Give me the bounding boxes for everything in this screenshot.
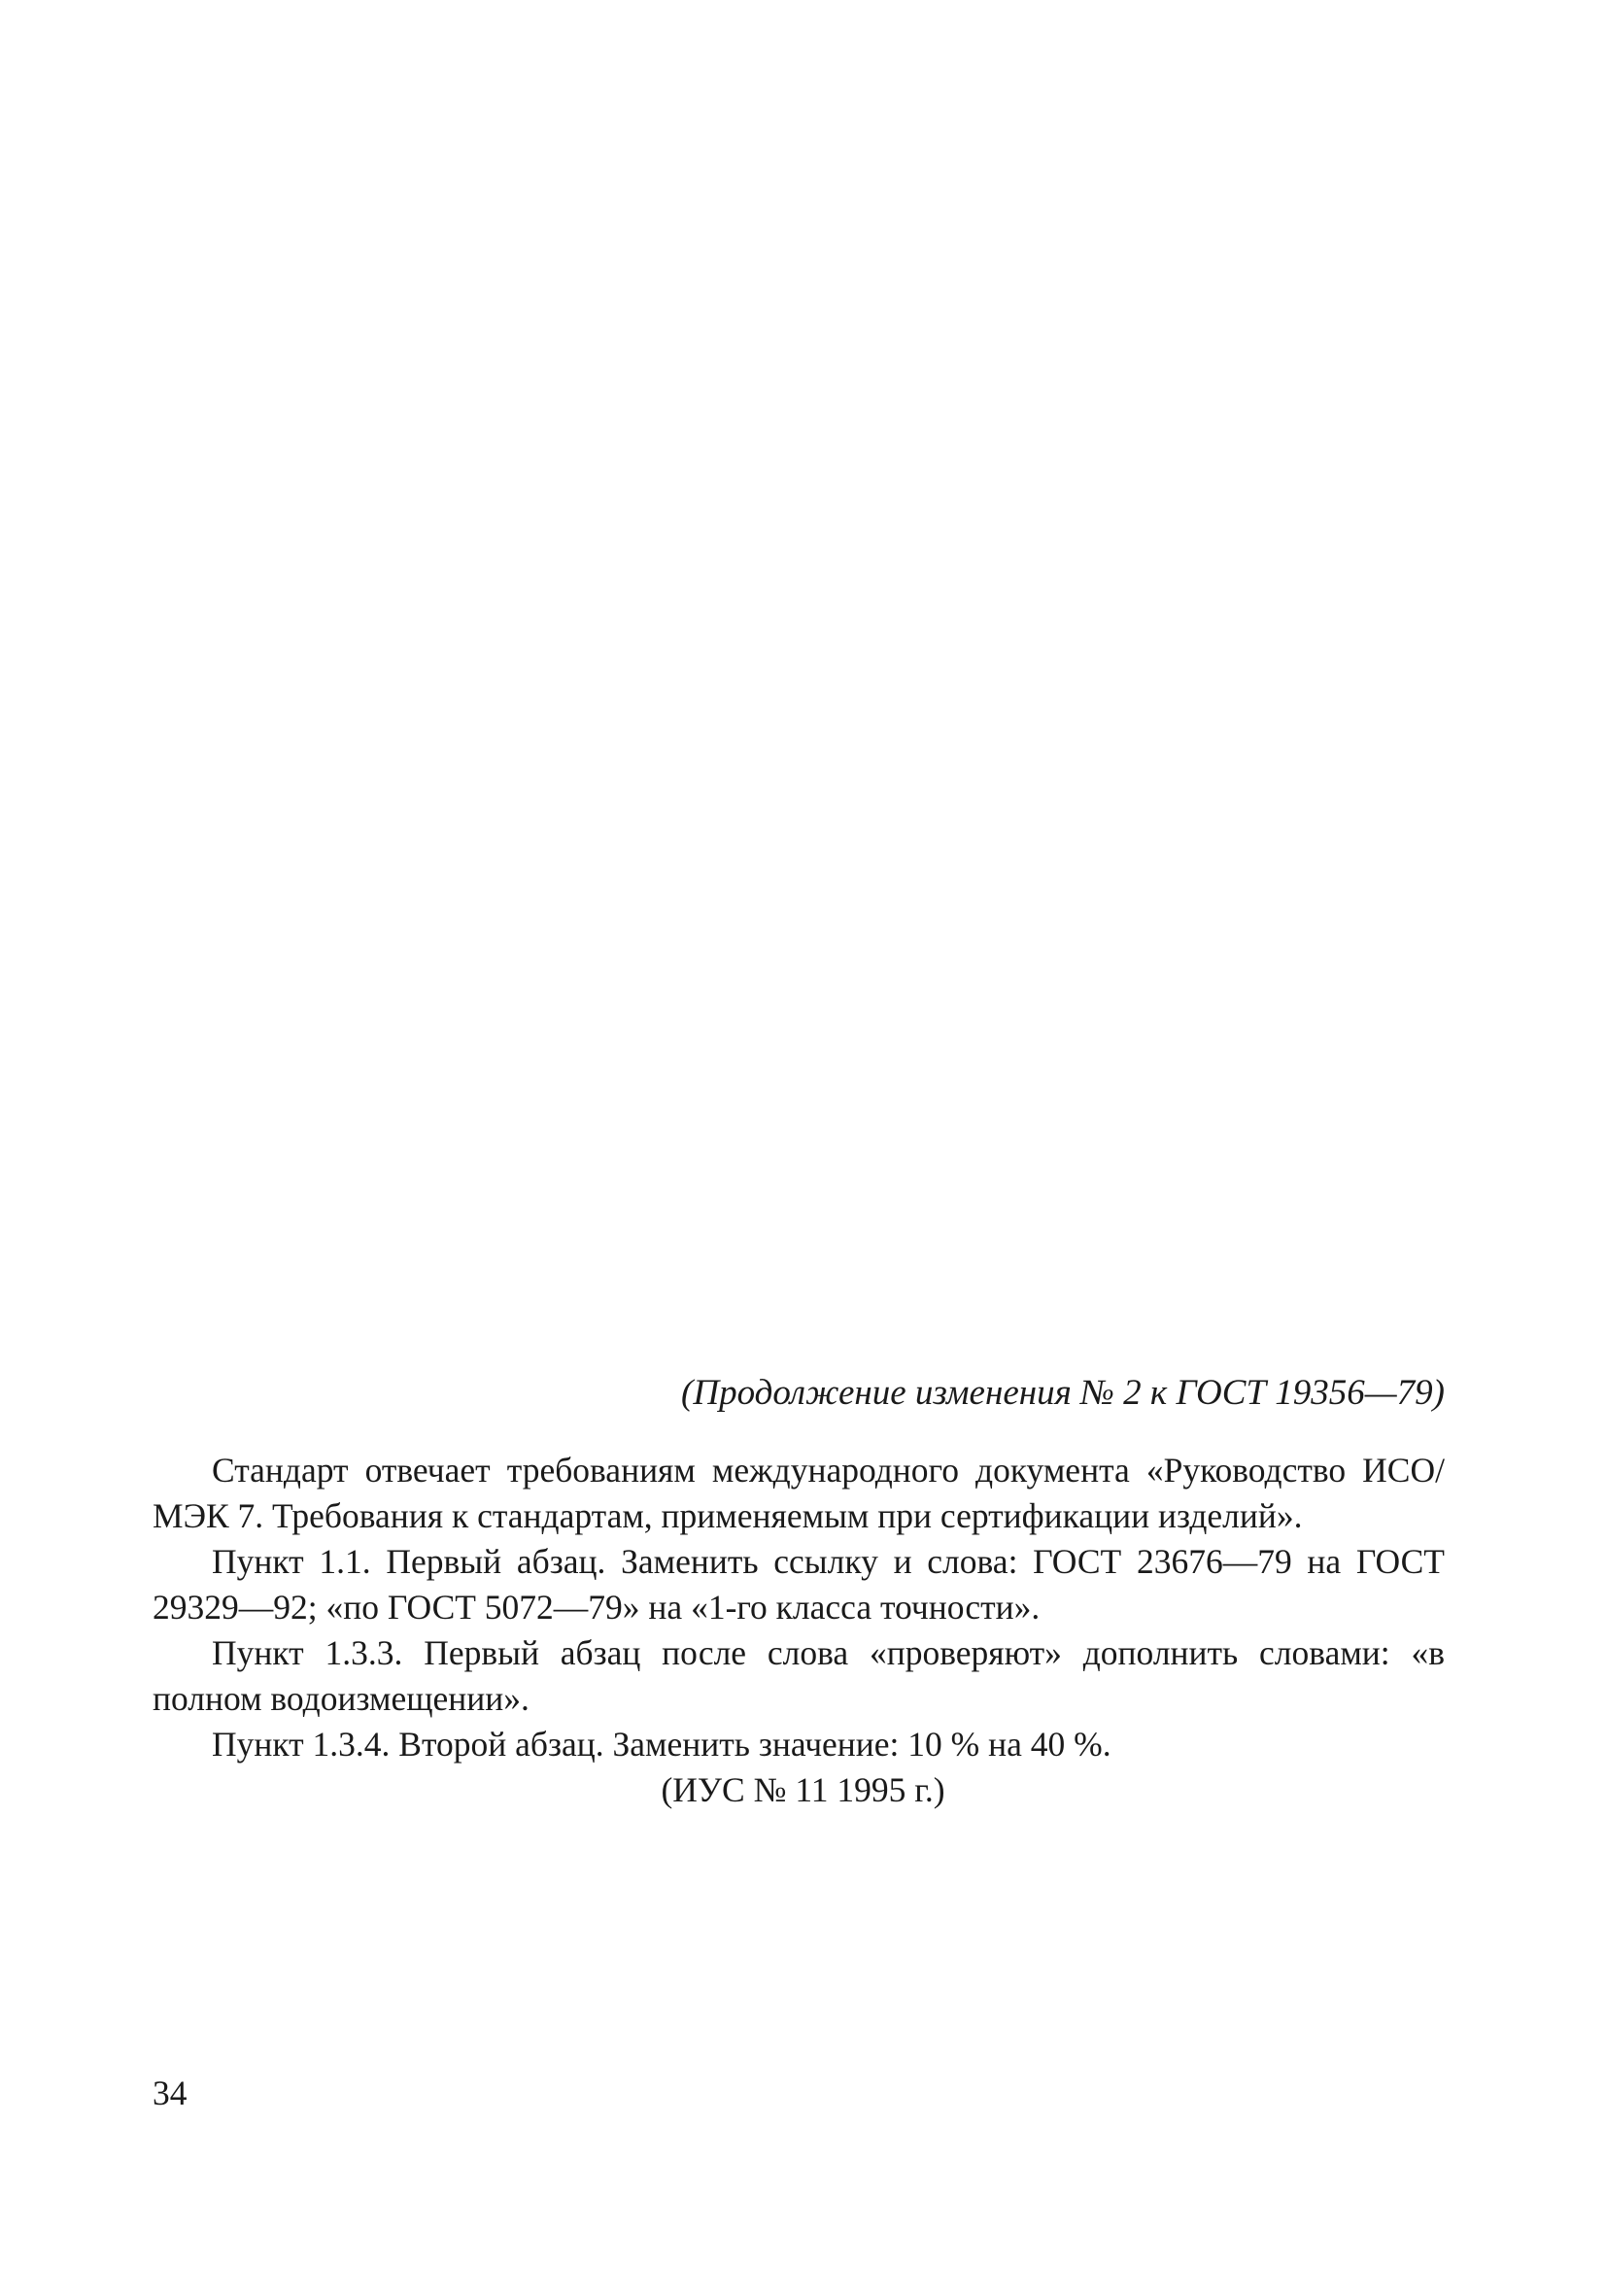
continuation-heading: (Продолжение изменения № 2 к ГОСТ 19356—79): [681, 1373, 1445, 1413]
paragraph-clause-1-3-4: Пункт 1.3.4. Второй абзац. Заменить значение: 10 % на 40 %.: [212, 1725, 1111, 1764]
paragraph-standard-compliance: Стандарт отвечает требованиям международного документа «Руководство ИСО/МЭК 7. Требования к стандартам, применяемым при сертификации изделий».: [153, 1451, 1445, 1535]
issue-reference: (ИУС № 11 1995 г.): [661, 1770, 945, 1809]
paragraph-clause-1-3-3: Пункт 1.3.3. Первый абзац после слова «проверяют» дополнить словами: «в полном водоизмещении».: [153, 1633, 1445, 1718]
paragraph-clause-1-1: Пункт 1.1. Первый абзац. Заменить ссылку и слова: ГОСТ 23676—79 на ГОСТ 29329—92; «по ГОСТ 5072—79» на «1-го класса точности».: [153, 1542, 1445, 1627]
page-number: 34: [153, 2073, 188, 2112]
document-body: [153, 1448, 1445, 1767]
